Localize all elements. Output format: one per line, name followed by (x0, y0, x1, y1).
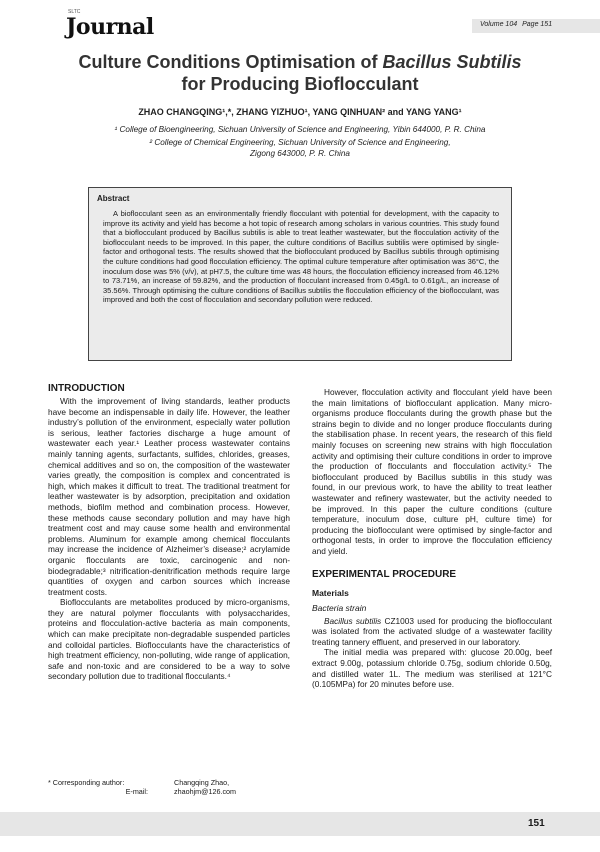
article-title-line1 (30, 52, 570, 73)
abstract-box (88, 187, 512, 361)
strain-text: CZ1003 used for producing the bioflocculant was isolated from the activated sludge of a wastewater facility treating tannery effluent, and preserved in our laboratory. (312, 615, 552, 647)
introduction-heading: INTRODUCTION (48, 383, 125, 394)
page-number: 151 (528, 818, 545, 829)
journal-logo: Journal (66, 14, 154, 40)
media-paragraph: The initial media was prepared with: glucose 20.00g, beef extract 9.00g, potassium chloride 0.75g, sodium chloride 0.50g, and distilled water 1L. The medium was sterilised at 121°C (0.105MPa) for 20 minutes before use. (312, 647, 552, 690)
experimental-heading: EXPERIMENTAL PROCEDURE (312, 568, 457, 580)
strain-species: Bacillus subtilis (324, 615, 382, 626)
intro-paragraph-1: With the improvement of living standards, leather products have become an indispensable in daily life. However, the leather industry’s pollution of the environment, especially water pollution is serious, leather factories discharge a huge amount of wastewater each year.¹ Leather process wastewater contains mainly tanning agents, surfactants, sulfides, chlorides, greases, chemical additives and so on, the composition of the wastewater varies greatly, the composition is complex and concentrated is high, which makes it difficult to treat. The traditional treatment for leather wastewater is by adsorption, precipitation and oxidation methods, biofilm method and combination process. However, these methods cause secondary pollution and may have high treatment cost and may cause some health and environmental problems. Aluminum for example among chemical flocculants may increase the incidence of Alzheimer’s disease;² acrylamide organic flocculants are toxic, carcinogenic and non-biodegradable;³ nitrification-denitrification methods require large quantities of oxygen and carbon sources which increase treatment costs. (48, 396, 290, 597)
footnote-email-label: E-mail: (125, 787, 148, 796)
abstract-heading: Abstract (97, 194, 130, 203)
corresponding-author-footnote (48, 778, 236, 796)
right-column (312, 387, 552, 690)
affiliation-2: ² College of Chemical Engineering, Sichuan University of Science and Engineering, (149, 138, 451, 147)
affiliation-1: ¹ College of Bioengineering, Sichuan University of Science and Engineering, Yibin 644000, P. R. China (114, 125, 486, 134)
page-label: Page 151 (522, 21, 553, 28)
article-title-line2: for Producing Bioflocculant (181, 74, 419, 94)
title-species: Bacillus Subtilis (382, 52, 522, 72)
intro-paragraph-2: Bioflocculants are metabolites produced by micro-organisms, they are natural polymer flocculants with polysaccharides, proteins and flocculation-active bacteria as main components, which can make precipitate non-degradable suspended particles and colloidal particles. Bioflocculants have the characteristics of high treatment efficiency, non-polluting, wide range of application, safe and non-toxic and are considered to be a way to solve secondary pollution due to traditional flocculants.⁴ (48, 597, 290, 682)
page-header (0, 0, 600, 40)
affiliation-2-address: Zigong 643000, P. R. China (250, 149, 350, 158)
volume-label: Volume 104 (480, 21, 518, 28)
volume-info (480, 21, 557, 28)
journal-sublabel: SLTC (68, 9, 81, 15)
strain-paragraph (312, 616, 552, 648)
footnote-author: Changqing Zhao, (174, 778, 230, 787)
bacteria-strain-heading: Bacteria strain (312, 603, 367, 614)
title-text: Culture Conditions Optimisation of (78, 52, 383, 72)
left-column (48, 381, 290, 682)
footer-bar (0, 812, 600, 836)
footnote-email: zhaohjm@126.com (174, 787, 237, 796)
footnote-label: * Corresponding author: (48, 778, 125, 787)
intro-paragraph-3: However, flocculation activity and flocculant yield have been the main limitations of bioflocculant application. Many micro-organisms produce flocculants during the growth phase but the strains begin to divide and no longer produce flocculants during the stabilisation phase. In recent years, the research of this field mainly focuses on screening new strains with high flocculation activity and optimising their culture conditions in order to improve the production of flocculants and flocculation activity.⁵ The bioflocculant produced by Bacillus subtilis in this study was found, in our previous work, to have the ability to treat leather wastewater and refinery wastewater, but the activity needed to be improved. In this paper the culture conditions (culture temperature, inoculum dose, culture pH, culture time) for producing the bioflocculant were optimised by single-factor and orthogonal tests, in order to improve the flocculation efficiency and yield. (312, 387, 552, 556)
materials-heading: Materials (312, 587, 349, 598)
abstract-text: A bioflocculant seen as an environmentally friendly flocculant with potential for development, with the capacity to improve its activity and yield has become a hot topic of research among scholars in various countries. This study found that a bioflocculant produced by Bacillus subtilis is able to treat leather wastewater, but the flocculation activity of the bioflocculant needs to be improved. In this paper, the culture conditions of Bacillus subtilis were optimised by single-factor and orthogonal tests. The results showed that the bioflocculant produced by Bacillus subtilis through optimising the culture conditions had good flocculation efficiency. The optimal culture temperature after optimisation was 36°C, the inoculum dose was 5% (v/v), at pH7.5, the culture time was 48 hours, the flocculation efficiency increased from 46.12% to 73.71%, an increase of 59.82%, and the production of flocculant increased from 0.45g/L to 0.61g/L, an increase of 35.56%. Through optimising the culture conditions of Bacillus subtilis the flocculation efficiency of the bioflocculant, was improved and both the cost of flocculation and secondary pollution were reduced. (103, 209, 499, 305)
author-list: ZHAO CHANGQING¹,*, ZHANG YIZHUO¹, YANG QINHUAN² and YANG YANG¹ (138, 107, 462, 117)
